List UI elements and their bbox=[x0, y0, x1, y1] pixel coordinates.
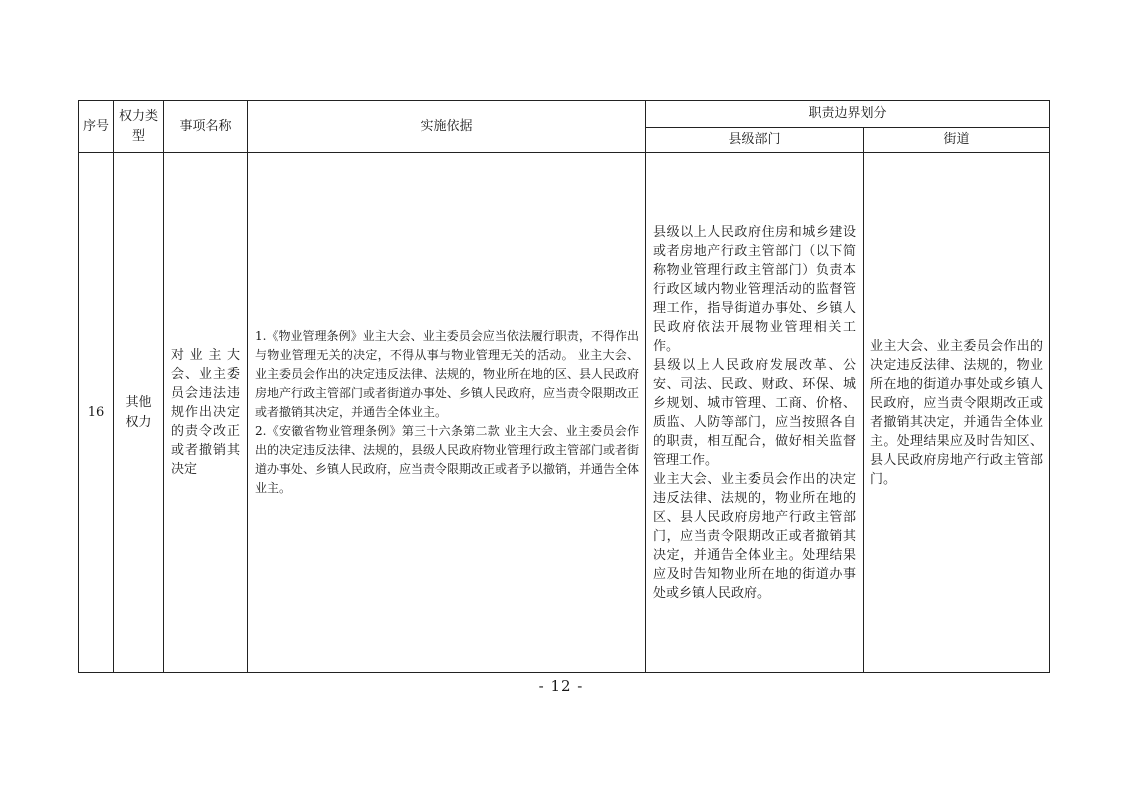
row-index: 16 bbox=[79, 153, 114, 673]
row-county-dept bbox=[646, 153, 864, 673]
header-responsibility-division: 职责边界划分 bbox=[646, 101, 1050, 128]
header-basis: 实施依据 bbox=[248, 101, 646, 153]
row-item-name: 对业主大会、业主委员会违法违规作出决定的责令改正或者撤销其决定 bbox=[164, 153, 248, 673]
basis-paragraph: 2.《安徽省物业管理条例》第三十六条第二款 业主大会、业主委员会作出的决定违反法律、法规的，县级人民政府物业管理行政主管部门或者街道办事处、乡镇人民政府，应当责令限期改正或者予以撤销，并通告全体业主。 bbox=[255, 424, 640, 495]
header-item-name: 事项名称 bbox=[164, 101, 248, 153]
row-street: 业主大会、业主委员会作出的决定违反法律、法规的，物业所在地的街道办事处或乡镇人民政府，应当责令限期改正或者撤销其决定，并通告全体业主。处理结果应及时告知区、县人民政府房地产行政主管部门。 bbox=[864, 153, 1050, 673]
row-power-type: 其他权力 bbox=[114, 153, 164, 673]
header-power-type: 权力类型 bbox=[114, 101, 164, 153]
basis-paragraph: 1.《物业管理条例》业主大会、业主委员会应当依法履行职责，不得作出与物业管理无关的决定，不得从事与物业管理无关的活动。 业主大会、业主委员会作出的决定违反法律、法规的，物业所在地的区、县人民政府房地产行政主管部门或者街道办事处、乡镇人民政府，应当责令限期改正或者撤销其决定，并通告全体业主。 bbox=[255, 329, 640, 419]
county-paragraph: 业主大会、业主委员会作出的决定违反法律、法规的，物业所在地的区、县人民政府房地产行政主管部门，应当责令限期改正或者撤销其决定，并通告全体业主。处理结果应及时告知物业所在地的街道办事处或乡镇人民政府。 bbox=[653, 471, 856, 601]
header-county-dept: 县级部门 bbox=[646, 128, 864, 153]
table-row bbox=[79, 153, 1050, 673]
table-header bbox=[79, 101, 1050, 153]
county-paragraph: 县级以上人民政府发展改革、公安、司法、民政、财政、环保、城乡规划、城市管理、工商、价格、质监、人防等部门，应当按照各自的职责，相互配合，做好相关监督管理工作。 bbox=[653, 357, 856, 468]
page-number: - 12 - bbox=[538, 677, 584, 695]
row-basis bbox=[248, 153, 646, 673]
header-street: 街道 bbox=[864, 128, 1050, 153]
county-paragraph: 县级以上人民政府住房和城乡建设或者房地产行政主管部门（以下简称物业管理行政主管部门）负责本行政区域内物业管理活动的监督管理工作，指导街道办事处、乡镇人民政府依法开展物业管理相关工作。 bbox=[653, 224, 856, 354]
header-index: 序号 bbox=[79, 101, 114, 153]
responsibility-table bbox=[78, 100, 1050, 673]
